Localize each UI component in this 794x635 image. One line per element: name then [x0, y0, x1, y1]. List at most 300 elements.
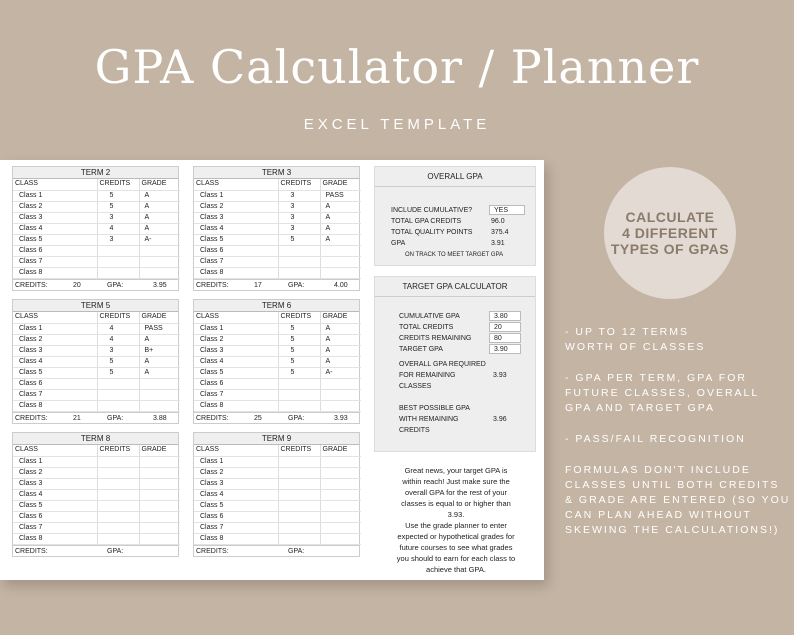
credits-cell[interactable]	[278, 456, 320, 467]
credits-cell[interactable]: 4	[97, 223, 139, 234]
class-name-cell[interactable]: Class 4	[13, 489, 97, 500]
note-line: you should to earn for each class to	[396, 554, 516, 563]
term-table	[193, 432, 360, 557]
overall-gpa-panel	[374, 166, 536, 266]
credits-cell[interactable]: 3	[278, 190, 320, 201]
class-name-cell[interactable]: Class 8	[13, 533, 97, 544]
grade-cell[interactable]	[320, 489, 361, 500]
class-row	[194, 334, 361, 345]
total-gpa-credits-label: TOTAL GPA CREDITS	[391, 218, 462, 225]
grade-cell[interactable]: A	[139, 334, 180, 345]
credits-cell[interactable]: 3	[97, 212, 139, 223]
feature-line: - UP TO 12 TERMS	[565, 326, 690, 338]
required-gpa-value: 3.93	[493, 372, 507, 379]
class-row	[13, 223, 180, 234]
overall-gpa-label: GPA	[391, 240, 406, 247]
badge-line-3: TYPES OF GPAS	[610, 241, 730, 257]
feature-line: CLASSES UNTIL BOTH CREDITS	[565, 479, 780, 491]
term-table	[12, 299, 179, 424]
credits-cell[interactable]	[278, 267, 320, 278]
credits-cell[interactable]	[278, 478, 320, 489]
credits-cell[interactable]: 3	[97, 234, 139, 245]
credits-cell[interactable]	[97, 522, 139, 533]
credits-cell[interactable]: 3	[278, 201, 320, 212]
grade-cell[interactable]	[139, 511, 180, 522]
feature-line: & GRADE ARE ENTERED (SO YOU	[565, 494, 791, 506]
cumulative-gpa-input[interactable]: 3.80	[489, 311, 521, 321]
overall-gpa-title: OVERALL GPA	[375, 167, 535, 187]
best-gpa-label-2: WITH REMAINING	[399, 416, 459, 423]
class-name-cell[interactable]: Class 5	[194, 367, 278, 378]
credits-header: CREDITS	[278, 445, 320, 456]
class-name-cell[interactable]: Class 4	[13, 223, 97, 234]
class-row	[194, 489, 361, 500]
grade-cell[interactable]	[320, 456, 361, 467]
class-name-cell[interactable]: Class 3	[194, 478, 278, 489]
class-header: CLASS	[13, 445, 97, 456]
class-name-cell[interactable]: Class 7	[13, 256, 97, 267]
feature-line: FORMULAS DON'T INCLUDE	[565, 464, 751, 476]
credits-cell[interactable]: 5	[278, 234, 320, 245]
credits-total-label: CREDITS:	[196, 414, 229, 422]
grade-cell[interactable]: A	[320, 201, 361, 212]
page-title: GPA Calculator / Planner	[94, 40, 700, 94]
grade-header: GRADE	[139, 445, 180, 456]
term-header-row	[13, 312, 180, 323]
grade-cell[interactable]	[320, 400, 361, 411]
credits-cell[interactable]	[97, 245, 139, 256]
class-header: CLASS	[194, 445, 278, 456]
class-name-cell[interactable]: Class 8	[194, 400, 278, 411]
include-cumulative-label: INCLUDE CUMULATIVE?	[391, 207, 473, 214]
class-row	[13, 478, 180, 489]
credits-total-label: CREDITS:	[196, 281, 229, 289]
best-gpa-label-3: CREDITS	[399, 427, 430, 434]
class-row	[13, 500, 180, 511]
credits-total-label: CREDITS:	[196, 547, 229, 555]
class-name-cell[interactable]: Class 5	[13, 234, 97, 245]
class-name-cell[interactable]: Class 2	[13, 334, 97, 345]
term-title: TERM 8	[13, 433, 178, 445]
class-row	[13, 267, 180, 278]
class-row	[194, 190, 361, 201]
page-subtitle: EXCEL TEMPLATE	[303, 116, 491, 133]
credits-total-label: CREDITS:	[15, 414, 48, 422]
credits-cell[interactable]	[97, 256, 139, 267]
term-gpa-label: GPA:	[107, 281, 124, 289]
grade-cell[interactable]: A	[320, 334, 361, 345]
credits-cell[interactable]: 5	[278, 367, 320, 378]
class-row	[13, 367, 180, 378]
grade-cell[interactable]: A	[320, 345, 361, 356]
term-gpa-value: 3.95	[153, 281, 167, 289]
grade-cell[interactable]	[320, 467, 361, 478]
note-line: overall GPA for the rest of your	[405, 488, 507, 497]
grade-cell[interactable]	[139, 533, 180, 544]
credits-cell[interactable]	[278, 533, 320, 544]
class-row	[13, 489, 180, 500]
class-name-cell[interactable]: Class 3	[194, 345, 278, 356]
grade-cell[interactable]: A	[139, 201, 180, 212]
grade-cell[interactable]: A-	[320, 367, 361, 378]
class-row	[194, 367, 361, 378]
credits-cell[interactable]	[278, 467, 320, 478]
note-line: expected or hypothetical grades for	[397, 532, 515, 541]
grade-cell[interactable]	[139, 522, 180, 533]
grade-header: GRADE	[139, 179, 180, 190]
class-row	[13, 511, 180, 522]
class-row	[194, 478, 361, 489]
credits-header: CREDITS	[278, 312, 320, 323]
class-row	[194, 267, 361, 278]
class-row	[13, 256, 180, 267]
credits-header: CREDITS	[97, 312, 139, 323]
credits-remaining-input[interactable]: 80	[489, 333, 521, 343]
grade-cell[interactable]	[139, 389, 180, 400]
term-gpa-label: GPA:	[288, 414, 305, 422]
credits-remaining-label: CREDITS REMAINING	[399, 335, 472, 342]
term-title: TERM 9	[194, 433, 359, 445]
term-gpa-label: GPA:	[107, 414, 124, 422]
grade-cell[interactable]: A	[320, 323, 361, 334]
class-name-cell[interactable]: Class 1	[194, 323, 278, 334]
term-footer	[13, 545, 178, 556]
class-name-cell[interactable]: Class 4	[194, 223, 278, 234]
credits-cell[interactable]	[278, 400, 320, 411]
class-name-cell[interactable]: Class 6	[194, 245, 278, 256]
note-line: Use the grade planner to enter	[405, 521, 507, 530]
class-name-cell[interactable]: Class 2	[194, 467, 278, 478]
class-name-cell[interactable]: Class 1	[13, 323, 97, 334]
class-name-cell[interactable]: Class 2	[194, 201, 278, 212]
credits-cell[interactable]: 5	[97, 356, 139, 367]
credits-cell[interactable]	[97, 467, 139, 478]
feature-line: - GPA PER TERM, GPA FOR	[565, 372, 747, 384]
credits-cell[interactable]	[97, 267, 139, 278]
class-row	[13, 245, 180, 256]
target-gpa-input[interactable]: 3.90	[489, 344, 521, 354]
credits-cell[interactable]: 5	[278, 345, 320, 356]
term-footer	[194, 545, 359, 556]
term-header-row	[194, 179, 361, 190]
credits-header: CREDITS	[97, 445, 139, 456]
credits-total-value: 20	[73, 281, 81, 289]
class-row	[13, 533, 180, 544]
class-name-cell[interactable]: Class 2	[13, 201, 97, 212]
class-name-cell[interactable]: Class 4	[194, 356, 278, 367]
credits-cell[interactable]	[278, 256, 320, 267]
grade-cell[interactable]	[320, 378, 361, 389]
credits-cell[interactable]	[278, 245, 320, 256]
term-gpa-label: GPA:	[288, 547, 305, 555]
grade-cell[interactable]	[320, 500, 361, 511]
grade-cell[interactable]	[139, 400, 180, 411]
total-quality-points-value: 375.4	[491, 229, 509, 236]
feature-item	[565, 325, 705, 355]
class-name-cell[interactable]: Class 4	[13, 356, 97, 367]
credits-cell[interactable]	[97, 400, 139, 411]
gpa-types-badge	[604, 167, 736, 299]
term-table	[193, 166, 360, 291]
class-row	[194, 323, 361, 334]
feature-line: FUTURE CLASSES, OVERALL	[565, 387, 760, 399]
term-title: TERM 5	[13, 300, 178, 312]
grade-cell[interactable]	[139, 500, 180, 511]
required-gpa-label-1: OVERALL GPA REQUIRED	[399, 361, 486, 368]
credits-cell[interactable]: 5	[97, 190, 139, 201]
class-header: CLASS	[194, 312, 278, 323]
grade-cell[interactable]: A	[139, 356, 180, 367]
class-name-cell[interactable]: Class 7	[13, 522, 97, 533]
grade-cell[interactable]: A	[320, 223, 361, 234]
required-gpa-label-3: CLASSES	[399, 383, 432, 390]
best-gpa-label-1: BEST POSSIBLE GPA	[399, 405, 470, 412]
total-quality-points-label: TOTAL QUALITY POINTS	[391, 229, 473, 236]
grade-cell[interactable]: PASS	[139, 323, 180, 334]
credits-cell[interactable]	[97, 489, 139, 500]
credits-cell[interactable]	[278, 389, 320, 400]
grade-cell[interactable]	[320, 389, 361, 400]
class-row	[194, 500, 361, 511]
grade-cell[interactable]	[139, 378, 180, 389]
credits-cell[interactable]	[278, 511, 320, 522]
feature-line: GPA AND TARGET GPA	[565, 402, 715, 414]
class-row	[13, 323, 180, 334]
class-name-cell[interactable]: Class 1	[194, 456, 278, 467]
grade-cell[interactable]: PASS	[320, 190, 361, 201]
class-name-cell[interactable]: Class 8	[194, 267, 278, 278]
term-gpa-value: 3.93	[334, 414, 348, 422]
credits-total-value: 21	[73, 414, 81, 422]
credits-cell[interactable]: 5	[97, 201, 139, 212]
grade-cell[interactable]	[320, 533, 361, 544]
class-header: CLASS	[13, 312, 97, 323]
grade-cell[interactable]	[320, 267, 361, 278]
grade-cell[interactable]	[139, 478, 180, 489]
class-name-cell[interactable]: Class 8	[13, 400, 97, 411]
class-name-cell[interactable]: Class 2	[194, 334, 278, 345]
credits-cell[interactable]: 4	[97, 334, 139, 345]
class-name-cell[interactable]: Class 6	[13, 378, 97, 389]
best-gpa-value: 3.96	[493, 416, 507, 423]
class-name-cell[interactable]: Class 5	[13, 367, 97, 378]
class-row	[194, 400, 361, 411]
note-line: future courses to see what grades	[399, 543, 513, 552]
credits-total-value: 17	[254, 281, 262, 289]
credits-cell[interactable]: 5	[97, 367, 139, 378]
grade-cell[interactable]: A-	[139, 234, 180, 245]
note-line: 3.93.	[447, 510, 465, 519]
grade-cell[interactable]	[139, 489, 180, 500]
term-table	[12, 166, 179, 291]
credits-cell[interactable]: 3	[278, 223, 320, 234]
grade-cell[interactable]: B+	[139, 345, 180, 356]
grade-header: GRADE	[320, 312, 361, 323]
credits-cell[interactable]	[278, 500, 320, 511]
total-gpa-credits-value: 96.0	[491, 218, 505, 225]
class-name-cell[interactable]: Class 1	[13, 190, 97, 201]
class-row	[194, 456, 361, 467]
class-name-cell[interactable]: Class 3	[194, 212, 278, 223]
class-name-cell[interactable]: Class 4	[194, 489, 278, 500]
term-title: TERM 6	[194, 300, 359, 312]
class-row	[194, 378, 361, 389]
class-row	[13, 201, 180, 212]
class-name-cell[interactable]: Class 3	[13, 478, 97, 489]
credits-cell[interactable]	[97, 478, 139, 489]
feature-item	[565, 432, 746, 447]
class-header: CLASS	[194, 179, 278, 190]
credits-cell[interactable]	[97, 500, 139, 511]
required-gpa-label-2: FOR REMAINING	[399, 372, 456, 379]
grade-cell[interactable]	[139, 467, 180, 478]
feature-line: CAN PLAN AHEAD WITHOUT	[565, 509, 752, 521]
term-gpa-value: 4.00	[334, 281, 348, 289]
target-gpa-title: TARGET GPA CALCULATOR	[375, 277, 535, 297]
term-gpa-label: GPA:	[288, 281, 305, 289]
class-row	[194, 467, 361, 478]
grade-cell[interactable]: A	[139, 367, 180, 378]
class-row	[13, 522, 180, 533]
grade-cell[interactable]: A	[139, 223, 180, 234]
class-row	[13, 345, 180, 356]
class-name-cell[interactable]: Class 6	[13, 245, 97, 256]
grade-cell[interactable]	[139, 267, 180, 278]
grade-cell[interactable]	[320, 511, 361, 522]
credits-cell[interactable]: 5	[278, 323, 320, 334]
note-line: Great news, your target GPA is	[404, 466, 508, 475]
class-name-cell[interactable]: Class 8	[194, 533, 278, 544]
class-name-cell[interactable]: Class 3	[13, 212, 97, 223]
class-name-cell[interactable]: Class 1	[13, 456, 97, 467]
class-row	[194, 245, 361, 256]
class-name-cell[interactable]: Class 8	[13, 267, 97, 278]
credits-cell[interactable]	[97, 378, 139, 389]
grade-cell[interactable]	[139, 245, 180, 256]
class-name-cell[interactable]: Class 1	[194, 190, 278, 201]
target-gpa-label: TARGET GPA	[399, 346, 443, 353]
class-name-cell[interactable]: Class 5	[194, 234, 278, 245]
term-footer	[13, 412, 178, 423]
target-gpa-note	[380, 465, 532, 575]
credits-cell[interactable]: 3	[278, 212, 320, 223]
class-row	[194, 533, 361, 544]
grade-cell[interactable]	[320, 478, 361, 489]
term-title: TERM 3	[194, 167, 359, 179]
feature-line: WORTH OF CLASSES	[565, 341, 706, 353]
total-credits-input[interactable]: 20	[489, 322, 521, 332]
grade-header: GRADE	[320, 445, 361, 456]
term-header-row	[13, 445, 180, 456]
grade-cell[interactable]: A	[320, 234, 361, 245]
term-header-row	[194, 445, 361, 456]
feature-line: - PASS/FAIL RECOGNITION	[565, 433, 746, 445]
term-table	[12, 432, 179, 557]
class-row	[13, 234, 180, 245]
credits-cell[interactable]	[97, 533, 139, 544]
credits-cell[interactable]	[97, 456, 139, 467]
include-cumulative-input[interactable]: YES	[489, 205, 525, 215]
grade-cell[interactable]	[320, 256, 361, 267]
term-footer	[194, 279, 359, 290]
class-row	[194, 511, 361, 522]
class-row	[194, 201, 361, 212]
grade-cell[interactable]: A	[320, 356, 361, 367]
grade-cell[interactable]: A	[139, 190, 180, 201]
grade-cell[interactable]	[320, 245, 361, 256]
cumulative-gpa-label: CUMULATIVE GPA	[399, 313, 460, 320]
class-row	[194, 522, 361, 533]
note-line: achieve that GPA.	[426, 565, 486, 574]
class-name-cell[interactable]: Class 2	[13, 467, 97, 478]
class-name-cell[interactable]: Class 3	[13, 345, 97, 356]
class-name-cell[interactable]: Class 6	[194, 511, 278, 522]
credits-cell[interactable]	[97, 389, 139, 400]
class-row	[13, 467, 180, 478]
feature-line: SKEWING THE CALCULATIONS!)	[565, 524, 780, 536]
badge-line-1: CALCULATE	[625, 209, 715, 225]
grade-cell[interactable]: A	[139, 212, 180, 223]
credits-cell[interactable]: 5	[278, 356, 320, 367]
term-footer	[194, 412, 359, 423]
credits-total-value: 25	[254, 414, 262, 422]
credits-cell[interactable]	[97, 511, 139, 522]
credits-cell[interactable]	[278, 378, 320, 389]
term-header-row	[194, 312, 361, 323]
term-footer	[13, 279, 178, 290]
class-row	[13, 400, 180, 411]
class-name-cell[interactable]: Class 5	[194, 500, 278, 511]
class-row	[13, 389, 180, 400]
class-row	[194, 212, 361, 223]
grade-cell[interactable]	[139, 256, 180, 267]
class-row	[13, 356, 180, 367]
grade-cell[interactable]: A	[320, 212, 361, 223]
credits-header: CREDITS	[278, 179, 320, 190]
credits-total-label: CREDITS:	[15, 281, 48, 289]
class-name-cell[interactable]: Class 7	[13, 389, 97, 400]
grade-header: GRADE	[139, 312, 180, 323]
class-name-cell[interactable]: Class 6	[194, 378, 278, 389]
credits-cell[interactable]: 4	[97, 323, 139, 334]
term-header-row	[13, 179, 180, 190]
feature-item	[565, 463, 790, 538]
note-line: within reach! Just make sure the	[402, 477, 510, 486]
term-gpa-value: 3.88	[153, 414, 167, 422]
grade-cell[interactable]	[320, 522, 361, 533]
credits-cell[interactable]	[278, 489, 320, 500]
class-name-cell[interactable]: Class 7	[194, 256, 278, 267]
total-credits-label: TOTAL CREDITS	[399, 324, 454, 331]
badge-line-2: 4 DIFFERENT	[622, 225, 718, 241]
credits-cell[interactable]: 5	[278, 334, 320, 345]
grade-cell[interactable]	[139, 456, 180, 467]
class-row	[13, 378, 180, 389]
credits-cell[interactable]: 3	[97, 345, 139, 356]
feature-item	[565, 371, 759, 416]
class-row	[194, 223, 361, 234]
overall-gpa-value: 3.91	[491, 240, 505, 247]
class-name-cell[interactable]: Class 5	[13, 500, 97, 511]
class-row	[194, 356, 361, 367]
credits-total-label: CREDITS:	[15, 547, 48, 555]
class-row	[13, 190, 180, 201]
class-name-cell[interactable]: Class 6	[13, 511, 97, 522]
credits-cell[interactable]	[278, 522, 320, 533]
credits-header: CREDITS	[97, 179, 139, 190]
class-name-cell[interactable]: Class 7	[194, 522, 278, 533]
class-name-cell[interactable]: Class 7	[194, 389, 278, 400]
